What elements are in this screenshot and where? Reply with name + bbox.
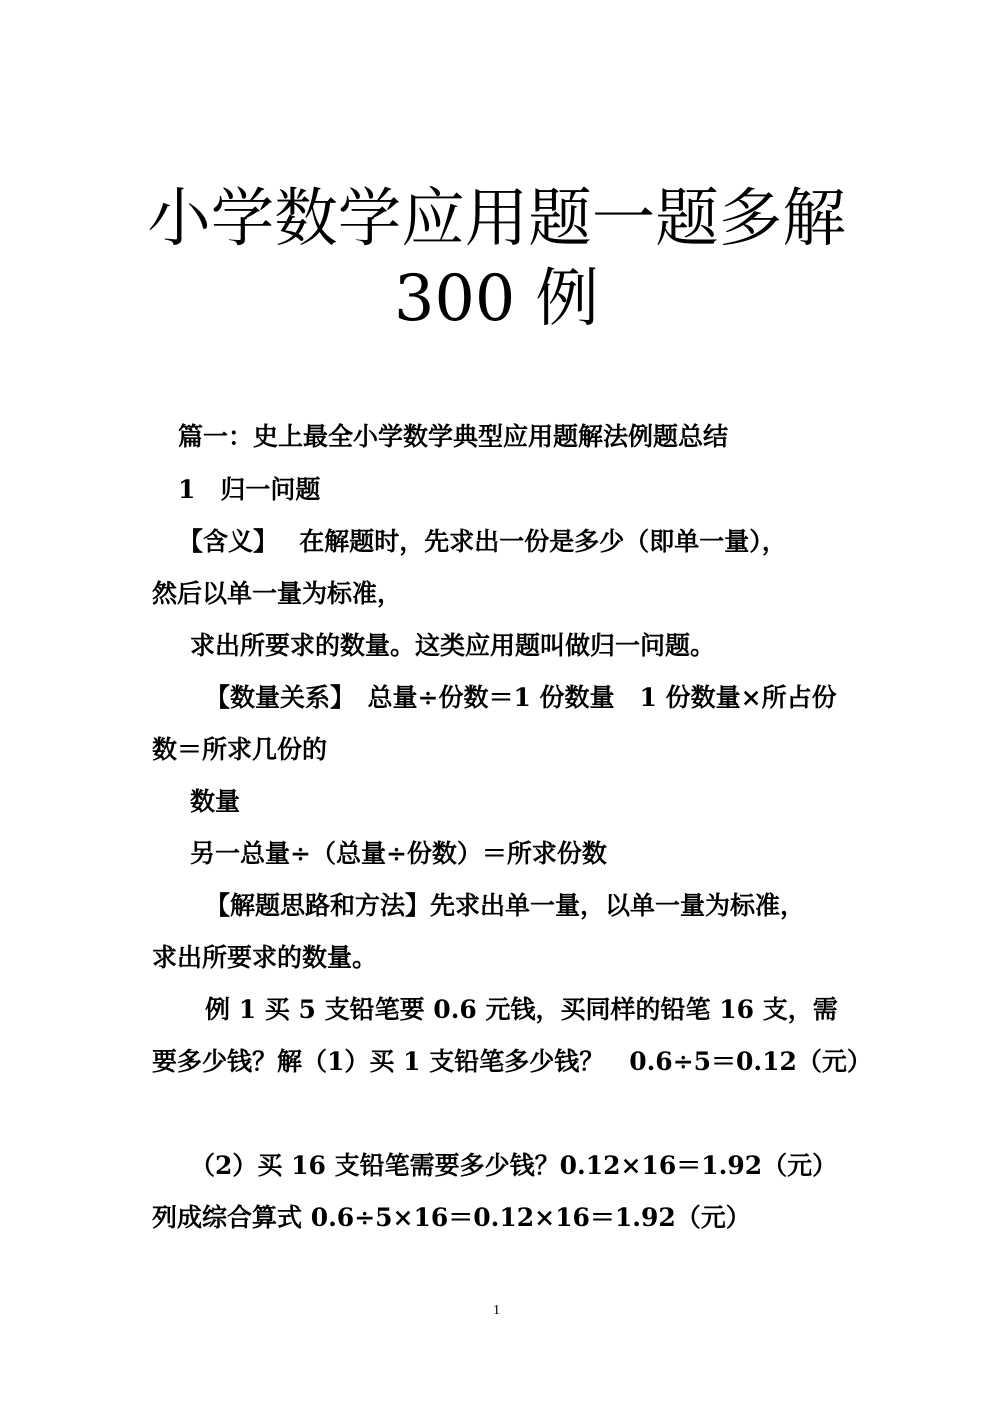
paragraph-line: 然后以单一量为标准， [152,579,403,608]
paragraph-line: 【解题思路和方法】先求出单一量，以单一量为标准， [205,891,806,920]
paragraph-line: 数＝所求几份的 [152,735,328,764]
paragraph-line: 数量 [190,787,241,816]
section-heading: 篇一：史上最全小学数学典型应用题解法例题总结 [178,422,729,451]
paragraph-line: 另一总量÷（总量÷份数）＝所求份数 [190,839,607,868]
paragraph-line: 列成综合算式 0.6÷5×16＝0.12×16＝1.92（元） [152,1203,751,1232]
subsection-heading: 1 归一问题 [178,475,321,504]
document-title-line-1: 小学数学应用题一题多解 [147,181,846,255]
paragraph-line: 求出所要求的数量。这类应用题叫做归一问题。 [190,631,716,660]
document-title-line-2: 300 例 [394,261,599,335]
paragraph-line: 要多少钱？解（1）买 1 支铅笔多少钱？ 0.6÷5＝0.12（元） [152,1047,872,1076]
paragraph-line: 求出所要求的数量。 [152,943,378,972]
paragraph-line: 【含义】 在解题时，先求出一份是多少（即单一量）， [178,527,787,556]
paragraph-line: 【数量关系】 总量÷份数＝1 份数量 1 份数量×所占份 [205,683,837,712]
paragraph-line: 例 1 买 5 支铅笔要 0.6 元钱，买同样的铅笔 16 支，需 [205,995,838,1024]
paragraph-line: （2）买 16 支铅笔需要多少钱？0.12×16＝1.92（元） [190,1151,838,1180]
page-number: 1 [493,1303,500,1318]
